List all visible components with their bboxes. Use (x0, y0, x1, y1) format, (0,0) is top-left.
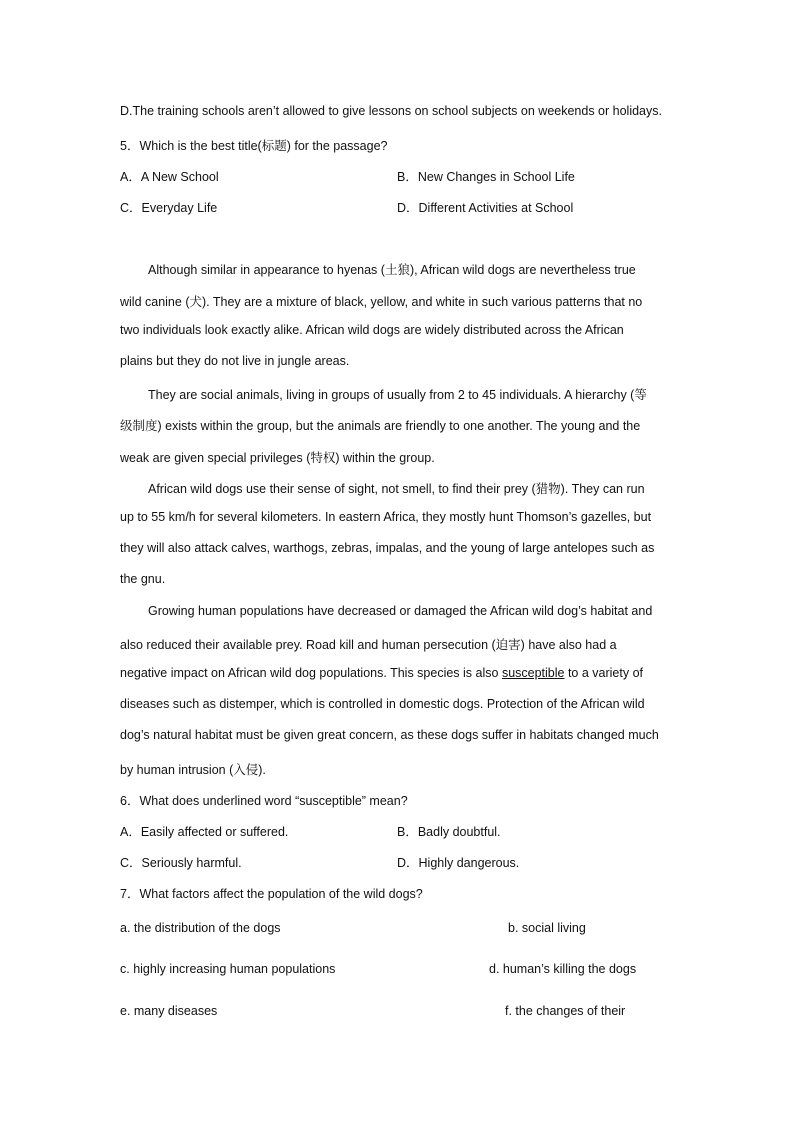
passage-p1-line2: wild canine (犬). They are a mixture of black, yellow, and white in such various patterns that no (120, 295, 643, 309)
q4-option-d: D.The training schools aren’t allowed to give lessons on school subjects on weekends or holidays. (120, 104, 662, 118)
q7-stem: 7．What factors affect the population of the wild dogs? (120, 887, 423, 901)
q5-option-c: C．Everyday Life (120, 201, 218, 215)
q6-option-b: B．Badly doubtful. (397, 825, 501, 839)
passage-p3-line1: African wild dogs use their sense of sight, not smell, to find their prey (猎物). They can run (148, 482, 645, 496)
q7-item-b: b. social living (508, 921, 586, 935)
q5-option-a: A．A New School (120, 170, 219, 184)
line-text-after: to a variety of (564, 666, 643, 680)
passage-p2-line1: They are social animals, living in groups of usually from 2 to 45 individuals. A hierarchy (等 (148, 388, 647, 402)
q6-option-a: A．Easily affected or suffered. (120, 825, 289, 839)
passage-p4-line3 (120, 666, 643, 680)
q5-option-b: B．New Changes in School Life (397, 170, 575, 184)
passage-p4-line6: by human intrusion (入侵). (120, 763, 266, 777)
passage-p3-line3: they will also attack calves, warthogs, zebras, impalas, and the young of large antelopes such as (120, 541, 655, 555)
passage-p4-line4: diseases such as distemper, which is controlled in domestic dogs. Protection of the African wild (120, 697, 645, 711)
passage-p4-line2: also reduced their available prey. Road kill and human persecution (迫害) have also had a (120, 638, 617, 652)
passage-p3-line4: the gnu. (120, 572, 166, 586)
line-text-before: negative impact on African wild dog populations. This species is also (120, 666, 502, 680)
passage-p2-line3: weak are given special privileges (特权) within the group. (120, 451, 435, 465)
q7-item-d: d. human’s killing the dogs (489, 962, 637, 976)
q7-item-f: f. the changes of their (505, 1004, 626, 1018)
q6-option-c: C．Seriously harmful. (120, 856, 242, 870)
passage-p1-line3: two individuals look exactly alike. African wild dogs are widely distributed across the African (120, 323, 624, 337)
passage-p4-line5: dog’s natural habitat must be given great concern, as these dogs suffer in habitats changed much (120, 728, 659, 742)
passage-p3-line2: up to 55 km/h for several kilometers. In eastern Africa, they mostly hunt Thomson’s gazelles, but (120, 510, 652, 524)
q7-item-c: c. highly increasing human populations (120, 962, 336, 976)
underlined-word-susceptible: susceptible (501, 666, 565, 680)
q7-item-a: a. the distribution of the dogs (120, 921, 281, 935)
q6-option-d: D．Highly dangerous. (397, 856, 520, 870)
passage-p2-line2: 级制度) exists within the group, but the animals are friendly to one another. The young and the (120, 419, 641, 433)
passage-p1-line1: Although similar in appearance to hyenas (土狼), African wild dogs are nevertheless true (148, 263, 636, 277)
passage-p4-line1: Growing human populations have decreased or damaged the African wild dog’s habitat and (148, 604, 653, 618)
q5-option-d: D．Different Activities at School (397, 201, 574, 215)
q7-item-e: e. many diseases (120, 1004, 218, 1018)
q5-stem: 5．Which is the best title(标题) for the passage? (120, 139, 388, 153)
q6-stem: 6．What does underlined word “susceptible” mean? (120, 794, 408, 808)
passage-p1-line4: plains but they do not live in jungle areas. (120, 354, 350, 368)
